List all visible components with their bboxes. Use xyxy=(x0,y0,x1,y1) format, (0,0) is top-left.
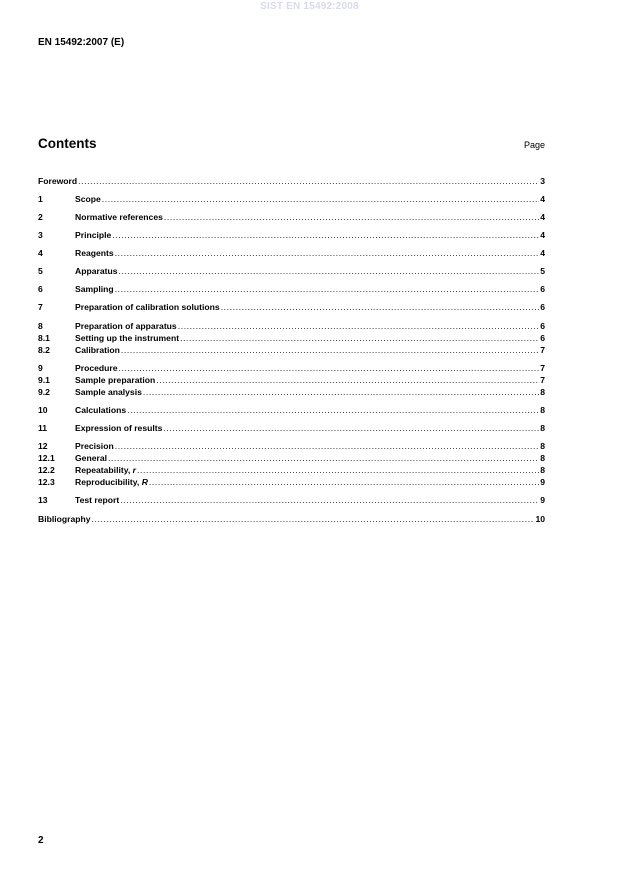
toc-entry[interactable] xyxy=(38,284,545,295)
toc-entry[interactable] xyxy=(38,176,545,187)
toc-entry-title: Calibration xyxy=(75,345,120,355)
toc-entry-number: 11 xyxy=(38,423,48,433)
toc-entry-title: Expression of results xyxy=(75,423,163,433)
toc-entry[interactable] xyxy=(38,230,545,241)
toc-entry-page: 6 xyxy=(540,321,545,331)
toc-entry-title: Test report xyxy=(75,495,120,505)
toc-dot-leader xyxy=(127,405,539,416)
toc-entry-page: 10 xyxy=(535,514,545,524)
toc-dot-leader xyxy=(180,333,539,344)
toc-entry[interactable] xyxy=(38,302,545,313)
page-column-label: Page xyxy=(523,140,545,150)
toc-dot-leader xyxy=(92,514,535,525)
toc-entry-page: 3 xyxy=(540,176,545,186)
toc-dot-leader xyxy=(102,194,539,205)
toc-dot-leader xyxy=(163,423,539,434)
toc-entry[interactable] xyxy=(38,387,545,398)
toc-entry-page: 8 xyxy=(540,423,545,433)
toc-entry-number: 9.2 xyxy=(38,387,50,397)
toc-entry-number: 8.2 xyxy=(38,345,50,355)
toc-entry-number: 9.1 xyxy=(38,375,50,385)
toc-entry[interactable] xyxy=(38,477,545,488)
toc-entry[interactable] xyxy=(38,465,545,476)
toc-entry-title: Sampling xyxy=(75,284,114,294)
toc-entry-title: Principle xyxy=(75,230,112,240)
toc-entry-page: 9 xyxy=(540,477,545,487)
toc-entry-title: Procedure xyxy=(75,363,118,373)
toc-entry[interactable] xyxy=(38,321,545,332)
toc-entry-page: 4 xyxy=(540,194,545,204)
toc-entry-page: 8 xyxy=(540,441,545,451)
toc-entry-title: General xyxy=(75,453,108,463)
toc-entry-title: Foreword xyxy=(38,176,78,186)
toc-dot-leader xyxy=(119,266,540,277)
toc-entry-number: 8 xyxy=(38,321,43,331)
toc-entry-number: 1 xyxy=(38,194,43,204)
toc-entry-number: 7 xyxy=(38,302,43,312)
toc-entry-title: Repeatability, r xyxy=(75,465,136,475)
toc-dot-leader xyxy=(164,212,539,223)
toc-entry-page: 4 xyxy=(540,212,545,222)
toc-entry-title: Preparation of apparatus xyxy=(75,321,177,331)
toc-entry[interactable] xyxy=(38,441,545,452)
toc-entry-number: 3 xyxy=(38,230,43,240)
toc-entry-title: Bibliography xyxy=(38,514,91,524)
toc-entry-page: 5 xyxy=(540,266,545,276)
toc-entry[interactable] xyxy=(38,375,545,386)
toc-dot-leader xyxy=(221,302,540,313)
toc-dot-leader xyxy=(115,284,540,295)
toc-entry-title: Apparatus xyxy=(75,266,118,276)
toc-entry[interactable] xyxy=(38,453,545,464)
toc-entry[interactable] xyxy=(38,248,545,259)
toc-entry-title: Preparation of calibration solutions xyxy=(75,302,220,312)
toc-entry-number: 2 xyxy=(38,212,43,222)
toc-entry[interactable] xyxy=(38,266,545,277)
toc-dot-leader xyxy=(120,495,539,506)
toc-entry[interactable] xyxy=(38,333,545,344)
toc-entry-title: Scope xyxy=(75,194,101,204)
toc-entry-number: 10 xyxy=(38,405,48,415)
toc-entry-title: Setting up the instrument xyxy=(75,333,180,343)
toc-dot-leader xyxy=(119,363,540,374)
toc-entry-page: 8 xyxy=(540,453,545,463)
toc-dot-leader xyxy=(78,176,539,187)
toc-entry-page: 7 xyxy=(540,363,545,373)
toc-entry-symbol: r xyxy=(132,465,136,475)
toc-entry[interactable] xyxy=(38,194,545,205)
watermark: SIST EN 15492:2008 xyxy=(260,1,359,12)
toc-entry-number: 4 xyxy=(38,248,43,258)
toc-entry[interactable] xyxy=(38,345,545,356)
toc-entry-number: 12.2 xyxy=(38,465,55,475)
document-id: EN 15492:2007 (E) xyxy=(38,37,125,48)
toc-entry-page: 4 xyxy=(540,248,545,258)
toc-entry-number: 6 xyxy=(38,284,43,294)
toc-entry-number: 12.3 xyxy=(38,477,55,487)
toc-entry[interactable] xyxy=(38,363,545,374)
toc-entry-title: Reagents xyxy=(75,248,114,258)
toc-entry-number: 8.1 xyxy=(38,333,50,343)
toc-dot-leader xyxy=(115,248,540,259)
toc-entry-page: 8 xyxy=(540,465,545,475)
toc-entry-page: 8 xyxy=(540,405,545,415)
toc-entry-number: 12 xyxy=(38,441,48,451)
contents-title: Contents xyxy=(38,136,97,151)
toc-entry-number: 9 xyxy=(38,363,43,373)
toc-entry-title: Precision xyxy=(75,441,114,451)
toc-dot-leader xyxy=(112,230,539,241)
toc-entry-page: 8 xyxy=(540,387,545,397)
toc-entry-number: 12.1 xyxy=(38,453,55,463)
toc-entry-title: Calculations xyxy=(75,405,127,415)
toc-entry-page: 9 xyxy=(540,495,545,505)
toc-entry-page: 6 xyxy=(540,333,545,343)
toc-entry[interactable] xyxy=(38,514,545,525)
toc-entry[interactable] xyxy=(38,212,545,223)
page-number: 2 xyxy=(38,835,44,846)
toc-entry[interactable] xyxy=(38,423,545,434)
toc-entry-title: Sample analysis xyxy=(75,387,142,397)
toc-entry-page: 4 xyxy=(540,230,545,240)
toc-entry-page: 6 xyxy=(540,302,545,312)
toc-entry-number: 5 xyxy=(38,266,43,276)
toc-entry-page: 6 xyxy=(540,284,545,294)
toc-entry-symbol: R xyxy=(141,477,148,487)
toc-dot-leader xyxy=(137,465,539,476)
toc-dot-leader xyxy=(108,453,539,464)
toc-entry-title: Reproducibility, R xyxy=(75,477,148,487)
toc-entry-title: Normative references xyxy=(75,212,163,222)
toc-entry-number: 13 xyxy=(38,495,48,505)
toc-dot-leader xyxy=(156,375,539,386)
toc-entry-page: 7 xyxy=(540,375,545,385)
toc-dot-leader xyxy=(143,387,539,398)
toc-dot-leader xyxy=(149,477,539,488)
toc-dot-leader xyxy=(178,321,540,332)
toc-dot-leader xyxy=(115,441,540,452)
toc-entry[interactable] xyxy=(38,405,545,416)
toc-dot-leader xyxy=(121,345,539,356)
toc-entry-title: Sample preparation xyxy=(75,375,156,385)
toc-entry[interactable] xyxy=(38,495,545,506)
toc-entry-page: 7 xyxy=(540,345,545,355)
